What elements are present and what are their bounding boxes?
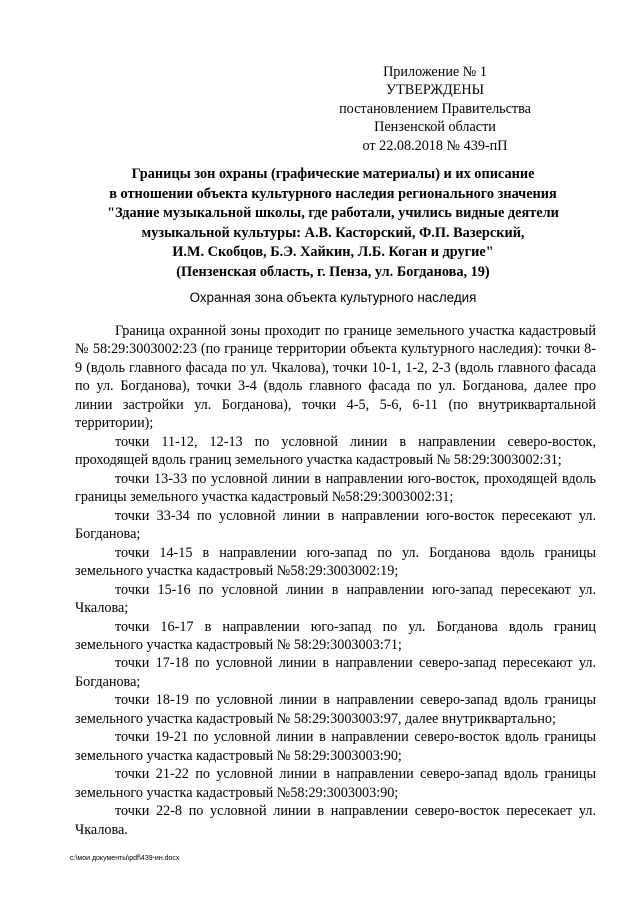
paragraph: точки 22-8 по условной линии в направлении северо-восток пересекает ул. Чкалова. xyxy=(75,803,596,838)
file-path-footer: c:\мои документы\pdf\439-ин.docx xyxy=(70,855,180,862)
decree-date-number: от 22.08.2018 № 439-пП xyxy=(362,137,508,154)
title-line-5: И.М. Скобцов, Б.Э. Хайкин, Л.Б. Коган и другие" xyxy=(172,244,494,260)
paragraph: Граница охранной зоны проходит по границе земельного участка кадастровый № 58:29:3003002:23 (по границе территории объекта культурного наследия): точки 8-9 (вдоль главного фасада по ул. Чкалова), точки 10-1, 1-2, 2-3 (вдоль главного фасада по ул. Богданова), точки 3-4 (вдоль главного фасада по ул. Богданова, далее про линии застройки ул. Богданова), точки 4-5, 5-6, 6-11 (по внутриквартальной территории); xyxy=(75,323,596,432)
paragraph: точки 16-17 в направлении юго-запад по ул. Богданова вдоль границ земельного участка кадастровый № 58:29:3003003:71; xyxy=(75,618,596,653)
approval-block xyxy=(320,63,550,155)
title-line-6: (Пензенская область, г. Пенза, ул. Богданова, 19) xyxy=(176,263,490,280)
title-line-2: в отношении объекта культурного наследия регионального значения xyxy=(109,185,557,202)
decree-line: постановлением Правительства xyxy=(339,100,531,117)
paragraph: точки 21-22 по условной линии в направлении северо-запад вдоль границы земельного участка кадастровый №58:29:3003003:90; xyxy=(75,766,596,801)
paragraph: точки 19-21 по условной линии в направлении северо-восток вдоль границы земельного участка кадастровый № 58:29:3003003:90; xyxy=(75,729,596,764)
paragraph: точки 18-19 по условной линии в направлении северо-запад вдоль границы земельного участка кадастровый № 58:29:3003003:97, далее внутриквартально; xyxy=(75,692,596,727)
section-subtitle: Охранная зона объекта культурного наследия xyxy=(189,290,477,305)
appendix-number: Приложение № 1 xyxy=(383,64,487,80)
title-line-3: "Здание музыкальной школы, где работали, учились видные деятели xyxy=(107,205,559,221)
body-text xyxy=(75,322,596,839)
paragraph: точки 14-15 в направлении юго-запад по ул. Богданова вдоль границы земельного участка кадастровый №58:29:3003002:19; xyxy=(75,544,596,580)
region-line: Пензенской области xyxy=(374,119,496,136)
paragraph: точки 17-18 по условной линии в направлении северо-запад пересекают ул. Богданова; xyxy=(75,655,596,690)
paragraph: точки 15-16 по условной линии в направлении юго-запад пересекают ул. Чкалова; xyxy=(75,581,596,617)
approved-label: УТВЕРЖДЕНЫ xyxy=(386,82,484,99)
title-line-1: Границы зон охраны (графические материалы) и их описание xyxy=(131,166,535,182)
paragraph: точки 11-12, 12-13 по условной линии в направлении северо-восток, проходящей вдоль границ земельного участка кадастровый № 58:29:3003002:31; xyxy=(75,433,596,469)
title-line-4: музыкальной культуры: А.В. Касторский, Ф.П. Вазерский, xyxy=(141,224,525,241)
document-title xyxy=(70,165,596,282)
paragraph: точки 33-34 по условной линии в направлении юго-восток пересекают ул. Богданова; xyxy=(75,507,596,543)
paragraph: точки 13-33 по условной линии в направлении юго-восток, проходящей вдоль границы земельного участка кадастровый №58:29:3003002:31; xyxy=(75,470,596,506)
